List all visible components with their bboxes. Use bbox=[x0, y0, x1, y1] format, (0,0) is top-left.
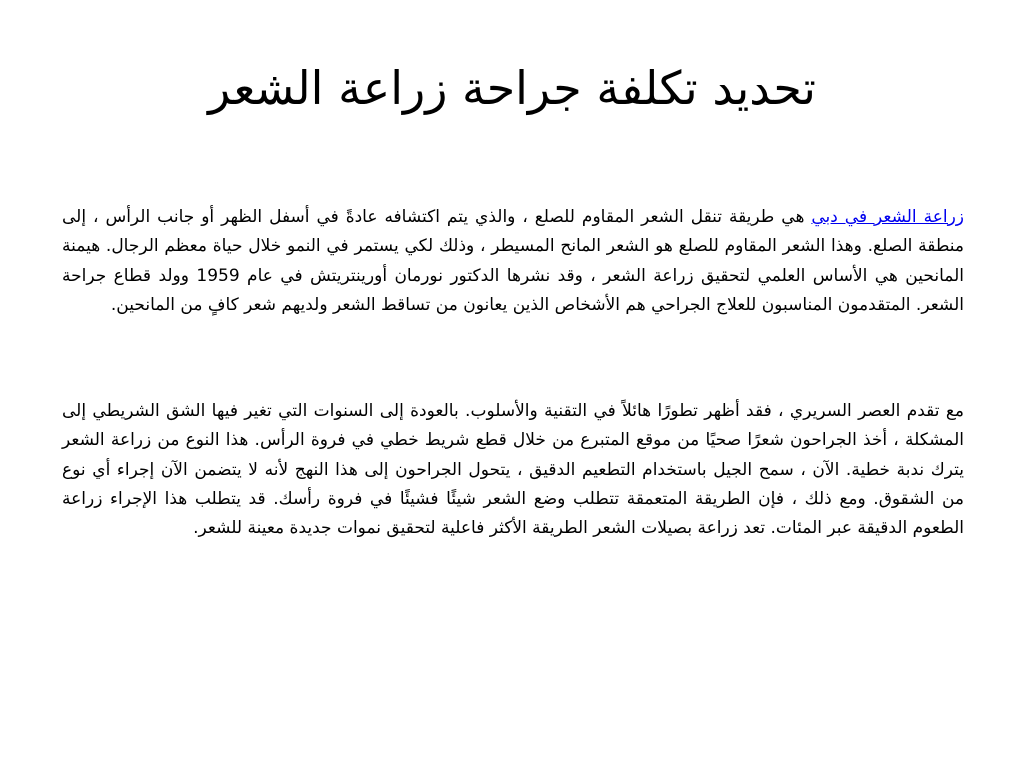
slide-title: تحديد تكلفة جراحة زراعة الشعر bbox=[208, 61, 816, 115]
paragraph-1-text: هي طريقة تنقل الشعر المقاوم للصلع ، والذي يتم اكتشافه عادةً في أسفل الظهر أو جانب الرأس ، إلى منطقة الصلع. وهذا الشعر المقاوم للصلع هو الشعر المانح المسيطر ، وذلك لكي يستمر في النمو خلال حياة معظم الرجال. هيمنة المانحين هي الأساس العلمي لتحقيق زراعة الشعر ، وقد نشرها الدكتور نورمان أورينتريتش في عام 1959 وولد قطاع جراحة الشعر. المتقدمون المناسبون للعلاج الجراحي هم الأشخاص الذين يعانون من تساقط الشعر ولديهم شعر كافٍ من المانحين. bbox=[62, 207, 964, 315]
paragraph-2: مع تقدم العصر السريري ، فقد أظهر تطورًا هائلاً في التقنية والأسلوب. بالعودة إلى السنوات التي تغير فيها الشق الشريطي إلى المشكلة ، أخذ الجراحون شعرًا صحيًا من موقع المتبرع من خلال قطع شريط خطي في فروة الرأس. هذا النوع من زراعة الشعر يترك ندبة خطية. الآن ، سمح الجيل باستخدام التطعيم الدقيق ، يتحول الجراحون إلى هذا النهج لأنه لا يتضمن الآن إجراء أي نوع من الشقوق. ومع ذلك ، فإن الطريقة المتعمقة تتطلب وضع الشعر شيئًا فشيئًا في فروة رأسك. قد يتطلب هذا الإجراء زراعة الطعوم الدقيقة عبر المئات. تعد زراعة بصيلات الشعر الطريقة الأكثر فاعلية لتحقيق نموات جديدة معينة للشعر. bbox=[62, 401, 964, 539]
hair-transplant-dubai-link[interactable]: زراعة الشعر في دبي bbox=[811, 207, 965, 227]
paragraph-1 bbox=[62, 203, 964, 320]
